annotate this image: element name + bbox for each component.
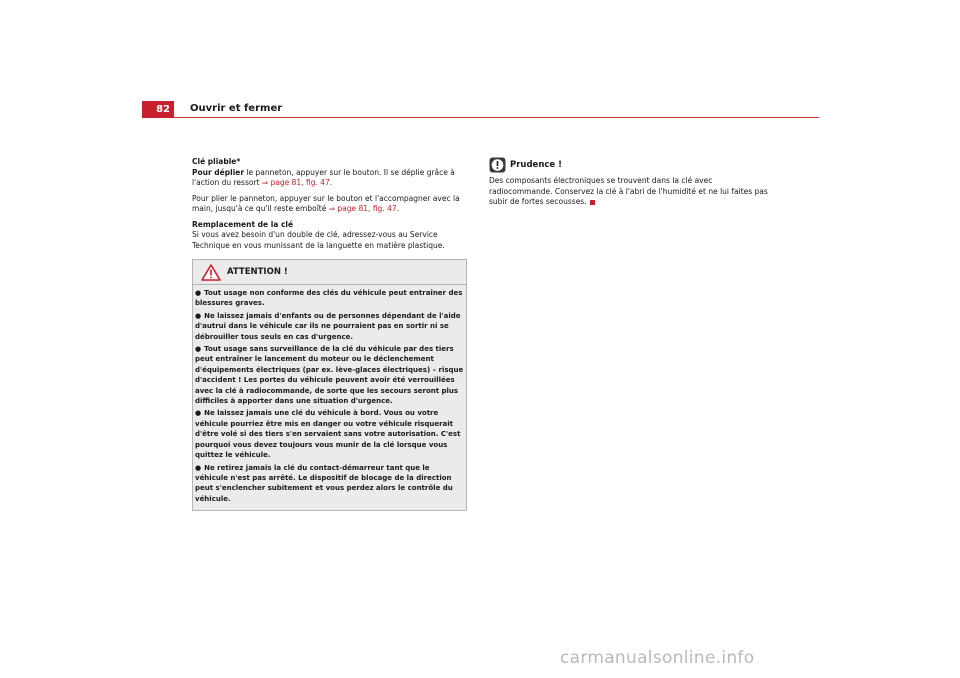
warning-item	[193, 463, 466, 505]
bullet-icon: ●	[195, 345, 202, 354]
caution-paragraph	[489, 176, 771, 208]
warning-item-text: Tout usage sans surveillance de la clé du véhicule par des tiers peut entraîner le lancement du moteur ou le déclenchement d'équipements électriques (par ex. lève-glaces électriques) – risque d'accident ! Les portes du véhicule peuvent avoir été verrouillées avec la clé à radiocommande, de sorte que les secours seront plus difficiles à apporter dans une situation d'urgence.	[195, 345, 464, 406]
exclamation-circle-icon	[489, 157, 506, 173]
fold-page-link[interactable]: ⇒ page 81, fig. 47.	[328, 204, 400, 213]
warning-item-text: Ne laissez jamais une clé du véhicule à bord. Vous ou votre véhicule pourriez être mis en danger ou votre véhicule risquerait d'être volé si des tiers s'en servaient sans votre autorisation. C'est pourquoi vous devez toujours vous munir de la clé lorsque vous quittez le véhicule.	[195, 409, 461, 460]
warning-title: ATTENTION !	[227, 267, 288, 277]
warning-item	[193, 408, 466, 460]
warning-item-text: Tout usage non conforme des clés du véhicule peut entraîner des blessures graves.	[195, 289, 463, 308]
page-number: 82	[142, 101, 174, 118]
bullet-icon: ●	[195, 289, 202, 297]
warning-item	[193, 288, 466, 309]
page-header	[142, 101, 819, 118]
bullet-icon: ●	[195, 463, 202, 472]
end-of-section-square-icon	[590, 200, 595, 205]
right-column	[489, 157, 771, 208]
warning-header	[193, 260, 466, 285]
warning-item	[193, 344, 466, 406]
warning-item	[193, 311, 466, 342]
bullet-icon: ●	[195, 311, 202, 320]
caution-title: Prudence !	[510, 160, 563, 170]
unfold-page-link[interactable]: ⇒ page 81, fig. 47.	[261, 178, 333, 187]
fold-text: Pour plier le panneton, appuyer sur le bouton et l'accompagner avec la main, jusqu'à ce qu'il reste emboîté	[192, 193, 460, 213]
warning-box	[192, 259, 467, 511]
section-title: Ouvrir et fermer	[190, 103, 283, 114]
caution-header	[489, 157, 771, 173]
left-column	[192, 157, 467, 511]
fold-key-heading: Clé pliable*	[192, 157, 241, 166]
replace-key-paragraph: Si vous avez besoin d'un double de clé, adressez-vous au Service Technique en vous munissant de la languette en matière plastique.	[192, 230, 445, 250]
watermark: carmanualsonline.info	[560, 648, 755, 668]
unfold-text: le panneton, appuyer sur le bouton. Il se déplie grâce à l'action du ressort	[192, 167, 455, 187]
unfold-label: Pour déplier	[192, 167, 245, 177]
warning-triangle-icon	[201, 264, 221, 281]
caution-text: Des composants électroniques se trouvent dans la clé avec radiocommande. Conservez la clé à l'abri de l'humidité et ne lui faites pas subir de fortes secousses.	[489, 176, 768, 206]
replace-key-heading: Remplacement de la clé	[192, 219, 294, 229]
fold-paragraph	[192, 194, 467, 215]
bullet-icon: ●	[195, 409, 202, 418]
unfold-paragraph	[192, 168, 467, 189]
warning-item-text: Ne retirez jamais la clé du contact-démarreur tant que le véhicule n'est pas arrêté. Le dispositif de blocage de la direction peut s'enclencher subitement et vous perdez alors le contrôle du véhicule.	[195, 463, 453, 503]
warning-item-text: Ne laissez jamais d'enfants ou de personnes dépendant de l'aide d'autrui dans le véhicule car ils ne pourraient pas en sortir ni se débrouiller tous seuls en cas d'urgence.	[195, 311, 461, 341]
